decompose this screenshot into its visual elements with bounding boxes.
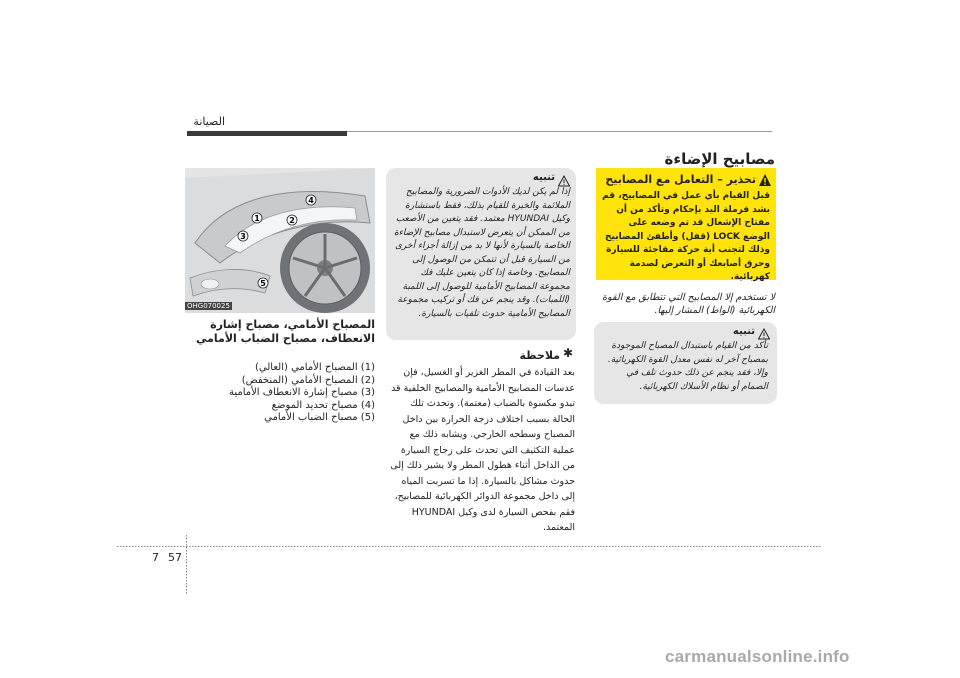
headlamp-photo	[185, 168, 375, 313]
warning-title: تحذير – التعامل مع المصابيح	[605, 173, 756, 186]
figure-caption-title: المصباح الأمامي، مصباح إشارة الانعطاف، مصباح الضباب الأمامي	[195, 318, 375, 345]
figure-code: OHG070025	[187, 302, 230, 310]
note-title: ملاحظة	[519, 349, 560, 362]
caution-triangle-icon	[558, 172, 570, 184]
warning-body: قبل القيام بأي عمل في المصابيح، قم بشد فرملة اليد بإحكام وتأكد من أن مفتاح الإشعال قد تم وضعه على الوضع LOCK (قفل) وأطفئ المصابيح وذلك لتجنب أية حركة مفاجئة للسيارة وحرق أصابعك أو التعرض لصدمة كهربائية.	[602, 191, 770, 282]
notice-body: إذا لم يكن لديك الأدوات الضرورية والمصابيح الملائمة والخبرة للقيام بذلك، فقط باستشارة وكيل HYUNDAI معتمد. فقد يتعين من الأصعب من الممكن أن يتعرض لاستبدال مصابيح الإضاءة الخاصة بالسيارة لأنها لا بد من إزالة أجزاء أخرى من السيارة قبل أن تتمكن من الوصول إلى المصابيح. وخاصة إذا كان يتعين عليك فك مجموعة المصابيح الأمامية للوصول إلى اللمبة (اللمبات). وقد ينجم عن فك أو تركيب مجموعة المصابيح الأمامية حدوث تلفيات بالسيارة.	[393, 187, 570, 319]
section-title: مصابيح الإضاءة	[664, 150, 775, 168]
legend-item: (1) المصباح الأمامي (العالي)	[255, 362, 375, 373]
running-header: الصيانة	[193, 115, 225, 128]
note-star-icon: ✱	[563, 346, 574, 360]
notice-body: تأكد من القيام باستبدال المصباح الموجودة بمصباح آخر له نفس معدل القوة الكهربائية. وإلا، فقد ينجم عن ذلك حدوث تلف في الصمام أو نظام الأسلاك الكهربائية.	[607, 341, 768, 392]
legend-item: (4) مصباح تحديد الموضع	[271, 399, 375, 411]
warning-triangle-icon	[758, 172, 772, 186]
callout-5: 5	[260, 279, 266, 288]
callout-1: 1	[254, 214, 260, 223]
caution-triangle-icon	[758, 325, 770, 337]
notice-title: تنبيه	[532, 172, 555, 183]
legend-item: (5) مصباح الضباب الأمامي	[264, 412, 375, 423]
callout-4: 4	[308, 196, 314, 205]
bulb-wattage-text: لا تستخدم إلا المصابيح التي تتطابق مع القوة الكهربائية (الواط) المشار إليها.	[602, 292, 775, 316]
header-bar	[187, 131, 347, 136]
legend-item: (2) المصباح الأمامي (المنخفض)	[241, 374, 375, 386]
notice-title: تنبيه	[732, 326, 755, 337]
figure-legend-list	[187, 362, 375, 425]
watermark: carmanualsonline.info	[665, 647, 850, 666]
legend-item: (3) مصباح إشارة الانعطاف الأمامية	[228, 387, 375, 398]
note-body: بعد القيادة في المطر الغزير أو الغسيل، فإن عدسات المصابيح الأمامية والمصابيح الخلفية قد تبدو مكسوة بالضباب (معتمة). وتحدث تلك الحالة بسبب اختلاف درجة الحرارة بين داخل المصباح وسطحه الخارجي. ويشابه ذلك مع عملية التكثيف التي تحدث على زجاج السيارة من الداخل أثناء هطول المطر ولا يشير ذلك إلى حدوث مشاكل بالسيارة. إذا ما تسربت المياه إلى داخل مجموعة الدوائر الكهربائية للمصابيح، فقم بفحص السيارة لدى وكيل HYUNDAI المعتمد.	[390, 367, 575, 533]
callout-3: 3	[240, 232, 246, 241]
footer-divider	[186, 535, 187, 595]
footer-rule	[117, 546, 822, 547]
page-number: 57	[168, 551, 182, 564]
callout-2: 2	[289, 216, 295, 225]
chapter-number: 7	[152, 551, 159, 564]
